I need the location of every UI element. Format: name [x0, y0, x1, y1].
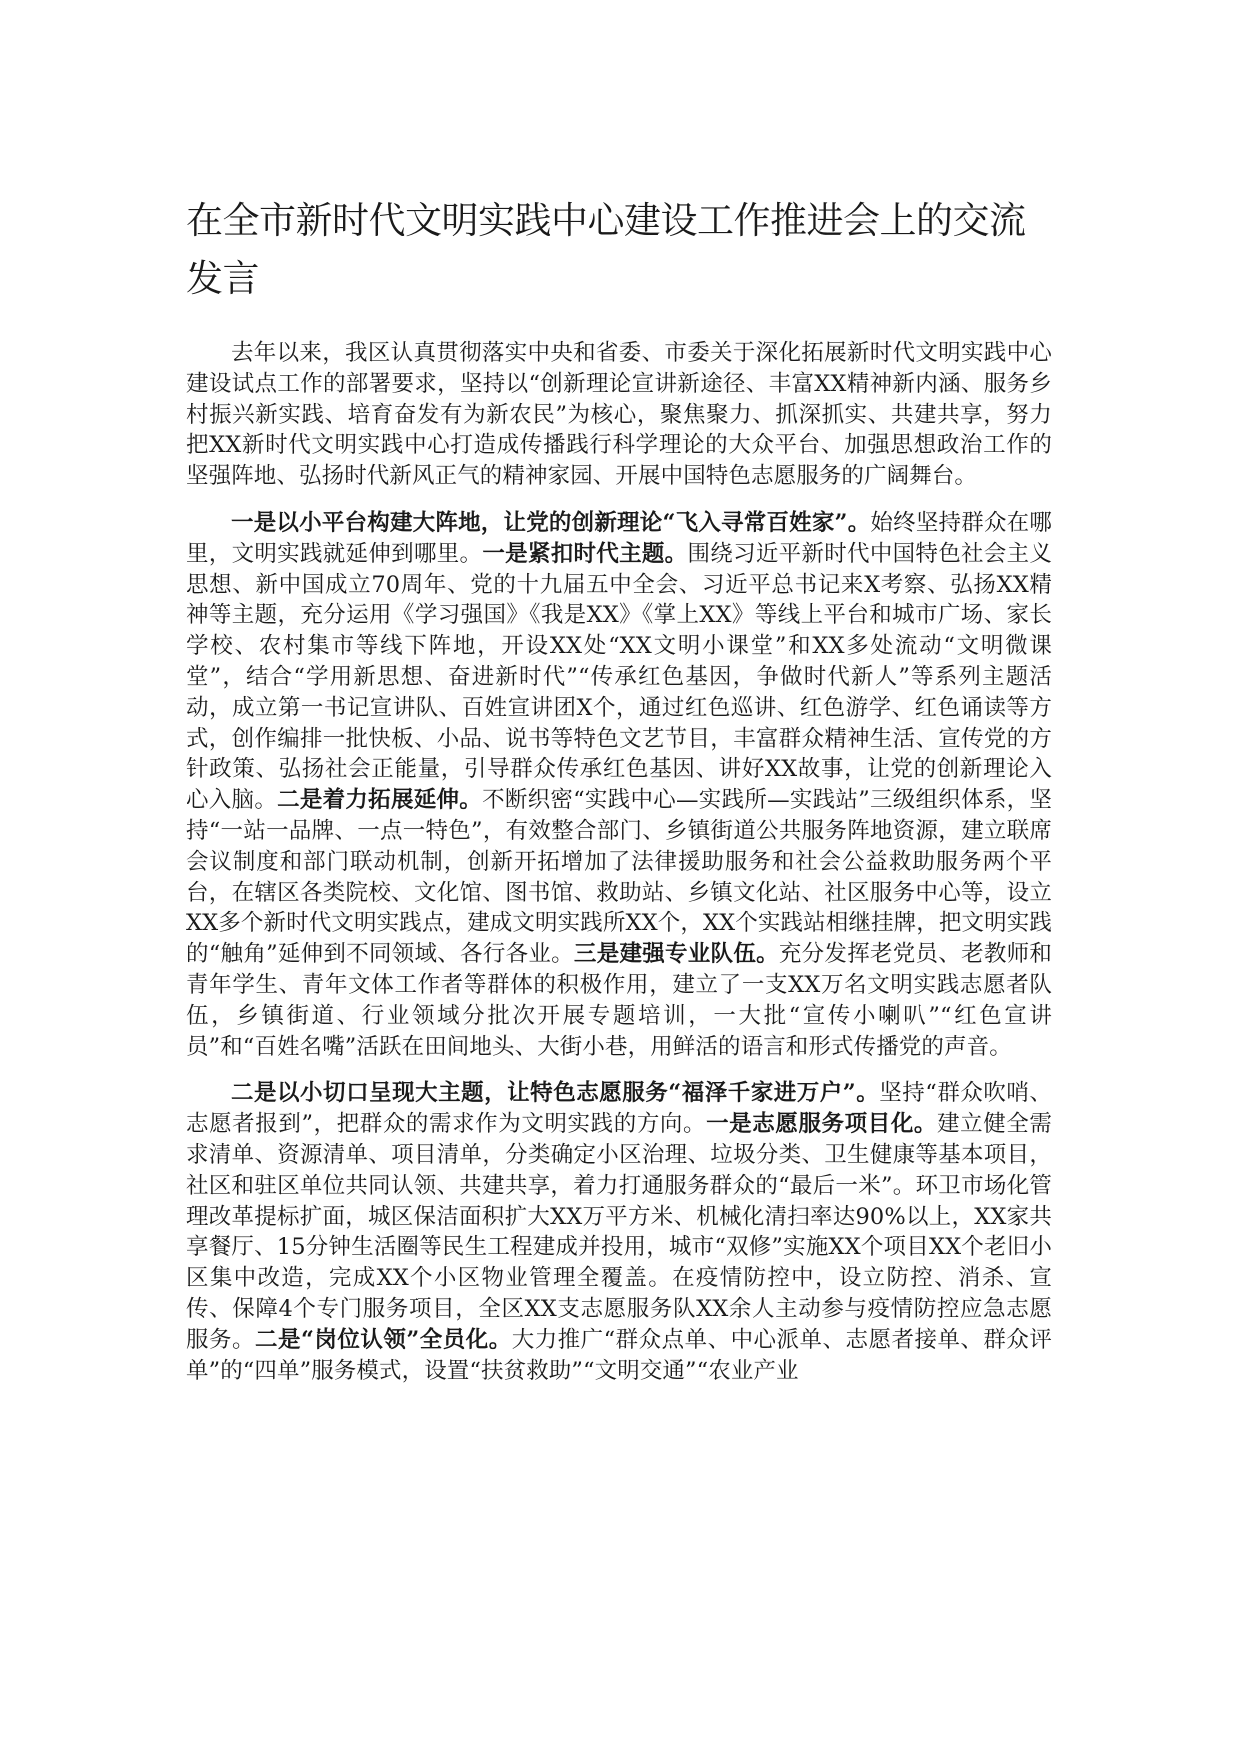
document-title: 在全市新时代文明实践中心建设工作推进会上的交流发言 [186, 199, 1026, 300]
paragraph-text: 建立健全需求清单、资源清单、项目清单，分类确定小区治理、垃圾分类、卫生健康等基本项目，社区和驻区单位共同认领、共建共享，着力打通服务群众的“最后一米”。环卫市场化管理改革提标扩面，城区保洁面积扩大XX万平方米、机械化清扫率达90%以上，XX家共享餐厅、15分钟生活圈等民生工程建成并投用，城市“双修”实施XX个项目XX个老旧小区集中改造，完成XX个小区物业管理全覆盖。在疫情防控中，设立防控、消杀、宣传、保障4个专门服务项目，全区XX支志愿服务队XX余人主动参与疫情防控应急志愿服务。 [186, 1111, 1052, 1353]
bold-heading-text: 二是以小切口呈现大主题，让特色志愿服务“福泽千家进万户”。 [231, 1080, 880, 1107]
bold-heading-text: 一是紧扣时代主题。 [482, 540, 688, 567]
bold-heading-text: 三是建强专业队伍。 [573, 941, 779, 968]
paragraph-text: 去年以来，我区认真贯彻落实中央和省委、市委关于深化拓展新时代文明实践中心建设试点工作的部署要求，坚持以“创新理论宣讲新途径、丰富XX精神新内涵、服务乡村振兴新实践、培育奋发有为新农民”为核心，聚焦聚力、抓深抓实、共建共享，努力把XX新时代文明实践中心打造成传播践行科学理论的大众平台、加强思想政治工作的坚强阵地、弘扬时代新风正气的精神家园、开展中国特色志愿服务的广阔舞台。 [186, 340, 1052, 490]
document-body [186, 338, 1052, 1386]
body-paragraph [186, 508, 1052, 1062]
paragraph-text: 大力推广“群众点单、中心派单、志愿者接单、群众评单”的“四单”服务模式，设置“扶贫救助”“文明交通”“农业产业 [186, 1326, 1052, 1384]
paragraph-text: 始终坚持群众在哪里，文明实践就延伸到哪里。 [186, 509, 1052, 567]
body-paragraph [186, 1078, 1052, 1386]
body-paragraph [186, 338, 1052, 492]
bold-heading-text: 二是着力拓展延伸。 [277, 787, 483, 814]
paragraph-text: 围绕习近平新时代中国特色社会主义思想、新中国成立70周年、党的十九届五中全会、习近平总书记来X考察、弘扬XX精神等主题，充分运用《学习强国》《我是XX》《掌上XX》等线上平台和城市广场、家长学校、农村集市等线下阵地，开设XX处“XX文明小课堂”和XX多处流动“文明微课堂”，结合“学用新思想、奋进新时代”“传承红色基因，争做时代新人”等系列主题活动，成立第一书记宣讲队、百姓宣讲团X个，通过红色巡讲、红色游学、红色诵读等方式，创作编排一批快板、小品、说书等特色文艺节目，丰富群众精神生活、宣传党的方针政策、弘扬社会正能量，引导群众传承红色基因、讲好XX故事，让党的创新理论入心入脑。 [186, 540, 1052, 814]
paragraph-text: 充分发挥老党员、老教师和青年学生、青年文体工作者等群体的积极作用，建立了一支XX万名文明实践志愿者队伍，乡镇街道、行业领域分批次开展专题培训，一大批“宣传小喇叭”“红色宣讲员”和“百姓名嘴”活跃在田间地头、大街小巷，用鲜活的语言和形式传播党的声音。 [186, 941, 1052, 1060]
paragraph-text: 坚持“群众吹哨、志愿者报到”，把群众的需求作为文明实践的方向。 [186, 1080, 1052, 1138]
document-page [186, 192, 1052, 1402]
bold-heading-text: 二是“岗位认领”全员化。 [254, 1326, 512, 1353]
bold-heading-text: 一是志愿服务项目化。 [706, 1111, 938, 1138]
paragraph-text: 不断织密“实践中心—实践所—实践站”三级组织体系，坚持“一站一品牌、一点一特色”，有效整合部门、乡镇街道公共服务阵地资源，建立联席会议制度和部门联动机制，创新开拓增加了法律援助服务和社会公益救助服务两个平台，在辖区各类院校、文化馆、图书馆、救助站、乡镇文化站、社区服务中心等，设立XX多个新时代文明实践点，建成文明实践所XX个，XX个实践站相继挂牌，把文明实践的“触角”延伸到不同领域、各行各业。 [186, 787, 1052, 968]
bold-heading-text: 一是以小平台构建大阵地，让党的创新理论“飞入寻常百姓家”。 [231, 509, 871, 536]
